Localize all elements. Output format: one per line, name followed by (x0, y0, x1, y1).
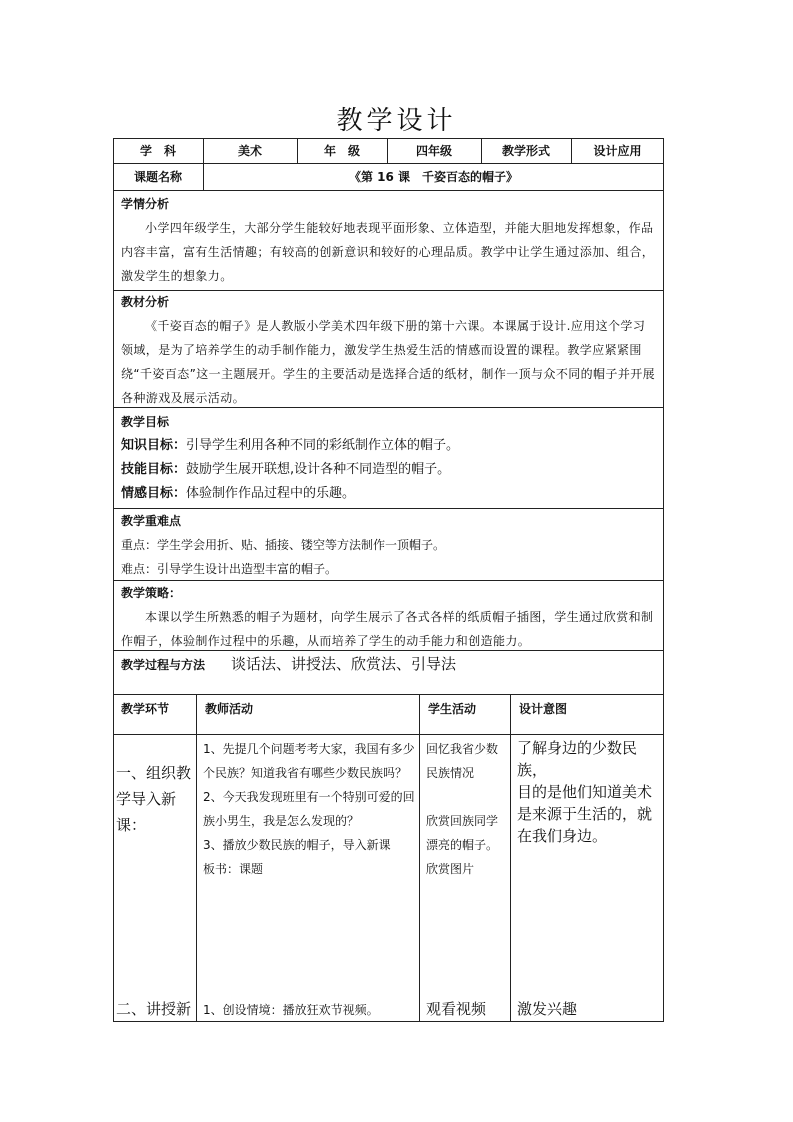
grade-label: 年 级 (323, 144, 360, 158)
objective-skill: 技能目标：鼓励学生展开联想,设计各种不同造型的帽子。 (121, 462, 451, 477)
section-text: 《千姿百态的帽子》是人教版小学美术四年级下册的第十六课。本课属于设计.应用这个学习领域，是为了培养学生的动手制作能力，激发学生热爱生活的情感而设置的课程。教学应紧紧围绕“千姿百态”这一主题展开。学生的主要活动是选择合适的纸材，制作一顶与众不同的帽子并开展各种游戏及展示活动。 (121, 319, 656, 405)
section-heading: 教材分析 (121, 295, 170, 309)
col-header-student: 学生活动 (428, 702, 477, 716)
subject-label: 学 科 (139, 144, 176, 158)
student-analysis-section (121, 192, 656, 288)
stage-cell: 二、讲授新 (116, 1000, 192, 1018)
lesson-title: 《第 16 课 千姿百态的帽子》 (348, 170, 519, 184)
form-value: 设计应用 (593, 144, 642, 158)
lesson-label: 课题名称 (133, 170, 182, 184)
methods-value: 谈话法、讲授法、欣赏法、引导法 (231, 655, 457, 673)
col-header-stage: 教学环节 (121, 702, 170, 716)
section-heading: 学情分析 (121, 197, 170, 211)
section-heading: 教学策略： (121, 586, 182, 600)
subject-value: 美术 (237, 144, 262, 158)
col-header-intent: 设计意图 (519, 702, 568, 716)
form-label: 教学形式 (501, 144, 550, 158)
strategy-section (121, 581, 656, 653)
process-label: 教学过程与方法 (121, 658, 206, 672)
key-points-section (121, 509, 656, 581)
key-point: 重点：学生学会用折、贴、插接、镂空等方法制作一顶帽子。 (121, 538, 446, 552)
objective-knowledge: 知识目标：引导学生利用各种不同的彩纸制作立体的帽子。 (121, 438, 460, 453)
col-header-teacher: 教师活动 (205, 702, 254, 716)
process-methods (121, 653, 456, 674)
teacher-activity-cell: 1、创设情境：播放狂欢节视频。 (203, 1003, 379, 1017)
col-divider (196, 694, 197, 1022)
design-intent-cell: 激发兴趣 (517, 1000, 578, 1018)
section-heading: 教学目标 (121, 415, 170, 429)
teacher-activity-cell: 1、先提几个问题考考大家，我国有多少个民族？知道我省有哪些少数民族吗？ 2、今天我发现班里有一个特别可爱的回族小男生，我是怎么发现的？ 3、播放少数民族的帽子，导入新课 板书：课题 (203, 742, 415, 876)
objectives-section (121, 410, 656, 506)
col-divider (419, 694, 420, 1022)
design-intent-cell: 了解身边的少数民族， 目的是他们知道美术是来源于生活的，就在我们身边。 (517, 739, 653, 845)
row-divider (113, 190, 664, 191)
section-text: 小学四年级学生，大部分学生能较好地表现平面形象、立体造型，并能大胆地发挥想象，作品内容丰富，富有生活情趣；有较高的创新意识和较好的心理品质。教学中让学生通过添加、组合，激发学生的想象力。 (121, 221, 655, 283)
col-divider (510, 694, 511, 1022)
document-title: 教学设计 (336, 106, 457, 136)
stage-cell: 一、组织教学导入新课： (116, 764, 192, 834)
section-heading: 教学重难点 (121, 514, 182, 528)
student-activity-cell: 回忆我省少数民族情况 欣赏回族同学漂亮的帽子。 欣赏图片 (426, 742, 499, 876)
section-text: 本课以学生所熟悉的帽子为题材，向学生展示了各式各样的纸质帽子插图，学生通过欣赏和制作帽子，体验制作过程中的乐趣，从而培养了学生的动手能力和创造能力。 (121, 610, 654, 648)
grade-value: 四年级 (415, 144, 452, 158)
material-analysis-section (121, 290, 656, 410)
student-activity-cell: 观看视频 (426, 1000, 487, 1018)
objective-emotion: 情感目标：体验制作作品过程中的乐趣。 (121, 486, 356, 501)
difficult-point: 难点：引导学生设计出造型丰富的帽子。 (121, 562, 338, 576)
